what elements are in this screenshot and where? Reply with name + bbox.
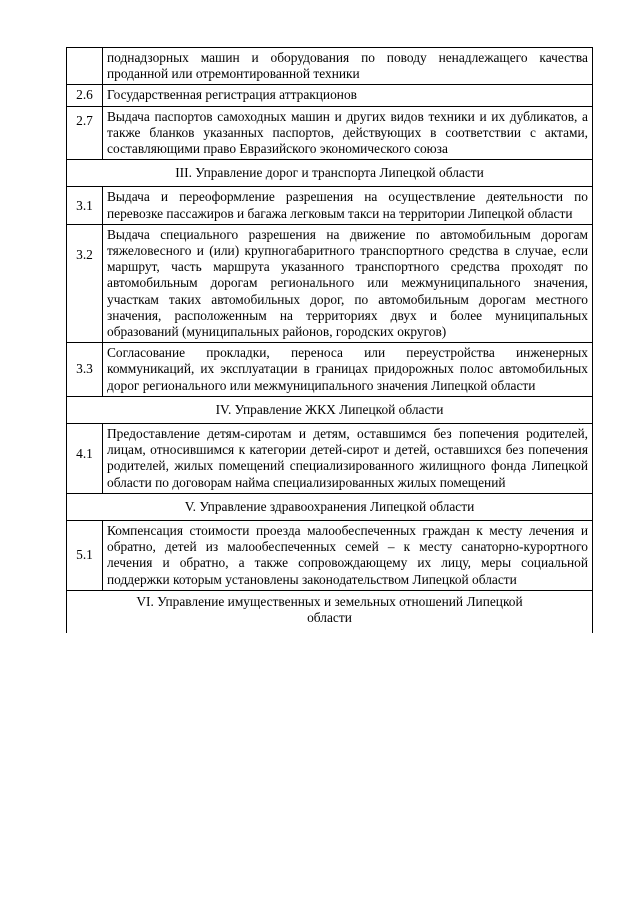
row-number: 3.2 <box>67 224 103 342</box>
section-header-row <box>67 396 593 423</box>
table-row <box>67 224 593 342</box>
table-row <box>67 343 593 397</box>
row-number <box>67 48 103 85</box>
services-table <box>66 47 593 633</box>
service-description: поднадзорных машин и оборудования по поводу ненадлежащего качества проданной или отремонтированной техники <box>103 48 593 85</box>
table-row <box>67 85 593 106</box>
service-description: Выдача и переоформление разрешения на осуществление деятельности по перевозке пассажиров и багажа легковым такси на территории Липецкой области <box>103 187 593 224</box>
service-description: Предоставление детям-сиротам и детям, оставшимся без попечения родителей, лицам, относившимся к категории детей-сирот и детей, оставшихся без попечения родителей, жилых помещений специализированного жилищного фонда Липецкой области по договорам найма специализированных жилых помещений <box>103 424 593 494</box>
service-description: Государственная регистрация аттракционов <box>103 85 593 106</box>
section-title: V. Управление здравоохранения Липецкой области <box>67 493 593 520</box>
service-description: Выдача специального разрешения на движение по автомобильным дорогам тяжеловесного и (или) крупногабаритного транспортного средства в случае, если маршрут, часть маршрута указанного транспортного средства проходят по автомобильным дорогам регионального или межмуниципального значения, участкам таких автомобильных дорог, по автомобильным дорогам местного значения, расположенным на территориях двух и более муниципальных образований (муниципальных районов, городских округов) <box>103 224 593 342</box>
section-header-row <box>67 160 593 187</box>
table-row <box>67 187 593 224</box>
service-description: Выдача паспортов самоходных машин и других видов техники и их дубликатов, а также бланков указанных паспортов, действующих в соответствии с актами, составляющими право Евразийского экономического союза <box>103 106 593 160</box>
row-number: 2.6 <box>67 85 103 106</box>
section-title: III. Управление дорог и транспорта Липецкой области <box>67 160 593 187</box>
document-page <box>66 47 592 633</box>
service-description: Согласование прокладки, переноса или переустройства инженерных коммуникаций, их эксплуатации в границах придорожных полос автомобильных дорог регионального или межмуниципального значения Липецкой области <box>103 343 593 397</box>
section-title: IV. Управление ЖКХ Липецкой области <box>67 396 593 423</box>
section-header-row <box>67 590 593 633</box>
table-row <box>67 424 593 494</box>
row-number: 2.7 <box>67 106 103 160</box>
table-row <box>67 521 593 591</box>
row-number: 4.1 <box>67 424 103 494</box>
table-row <box>67 106 593 160</box>
service-description: Компенсация стоимости проезда малообеспеченных граждан к месту лечения и обратно, детей из малообеспеченных семей – к месту санаторно-курортного лечения и обратно, а также сопровождающему их лицу, меры социальной поддержки которым установлены законодательством Липецкой области <box>103 521 593 591</box>
section-title: VI. Управление имущественных и земельных отношений Липецкой области <box>67 590 593 633</box>
row-number: 3.1 <box>67 187 103 224</box>
row-number: 3.3 <box>67 343 103 397</box>
row-number: 5.1 <box>67 521 103 591</box>
table-row <box>67 48 593 85</box>
section-header-row <box>67 493 593 520</box>
